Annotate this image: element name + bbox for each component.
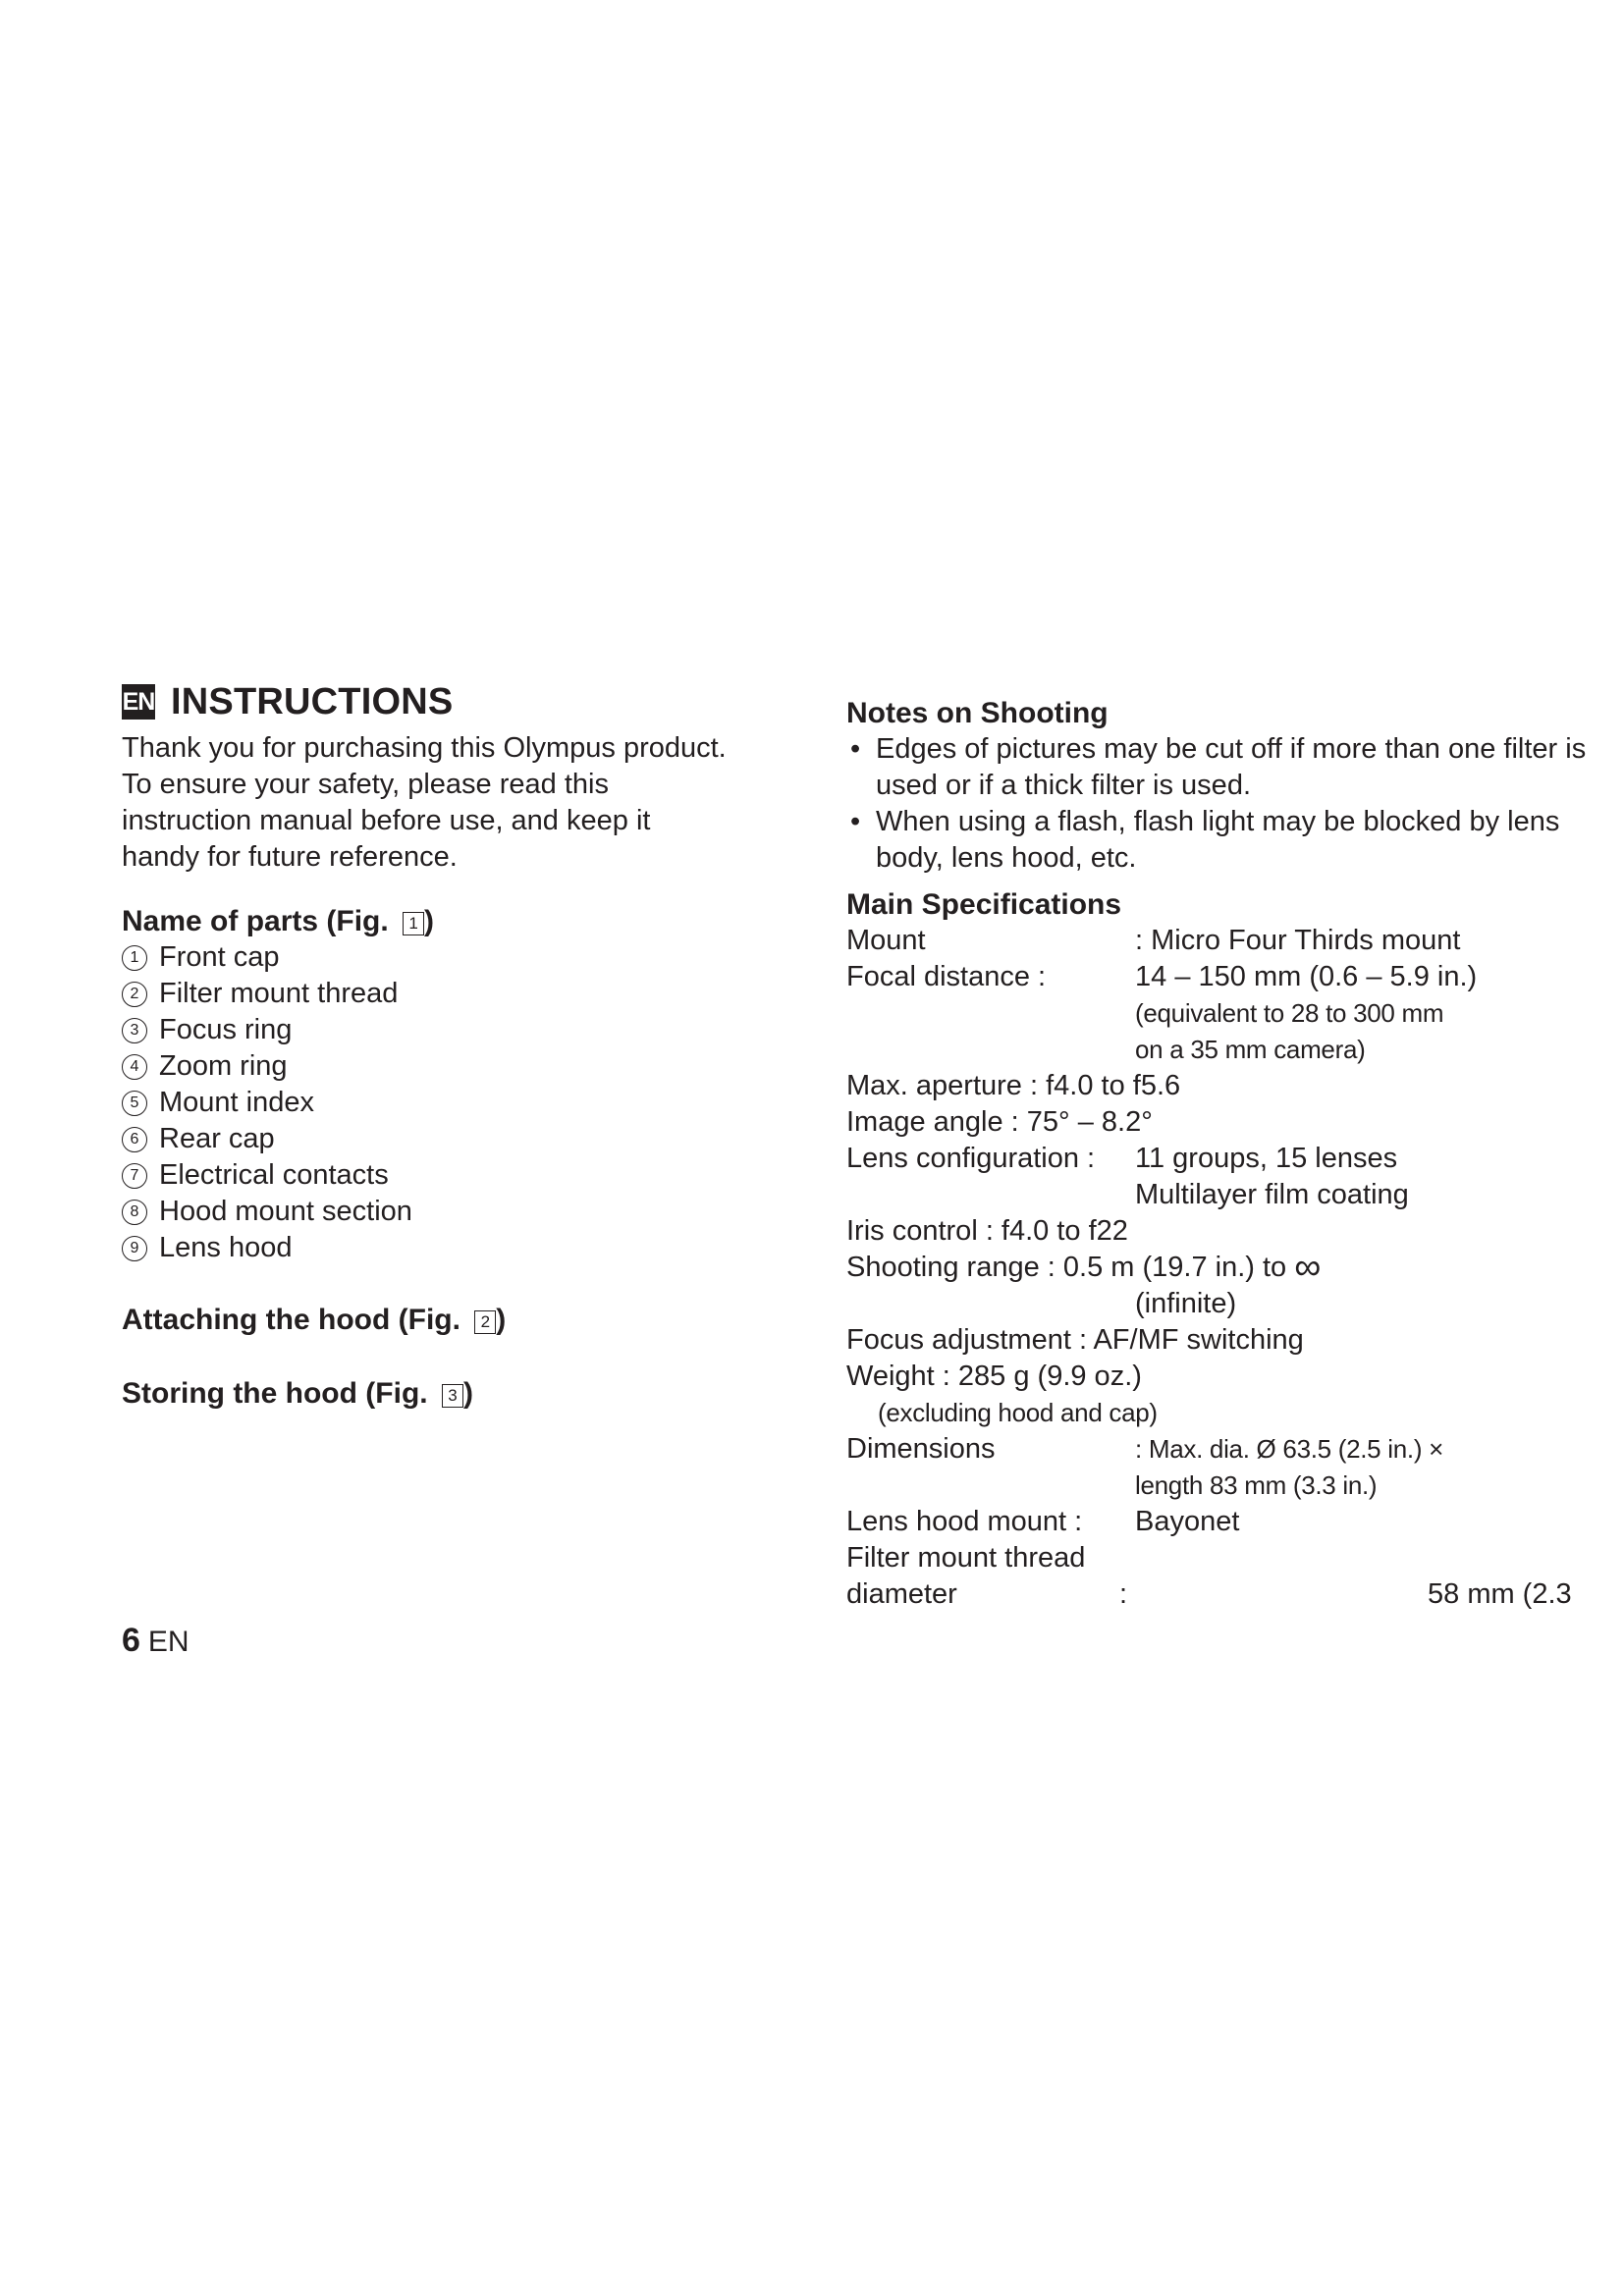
spec-value-diameter: 58 mm (2.3 xyxy=(1428,1578,1572,1610)
parts-list xyxy=(122,939,809,1266)
circled-number: 4 xyxy=(122,1054,147,1080)
spec-filter-diameter-row xyxy=(846,1576,1593,1613)
spec-focus-adjustment: Focus adjustment : AF/MF switching xyxy=(846,1324,1304,1356)
circled-number: 1 xyxy=(122,945,147,971)
instructions-header xyxy=(122,677,809,726)
page-number: 6 xyxy=(122,1622,140,1659)
spec-label-hood-mount: Lens hood mount : xyxy=(846,1506,1083,1537)
spec-note-focal: on a 35 mm camera) xyxy=(1135,1035,1366,1064)
intro-line: instruction manual before use, and keep it xyxy=(122,805,651,836)
specs-table xyxy=(846,923,1593,1613)
spec-iris: Iris control : f4.0 to f22 xyxy=(846,1215,1128,1247)
spec-label-focal: Focal distance : xyxy=(846,961,1047,992)
language-badge: EN xyxy=(122,684,155,720)
spec-value-lens-config: 11 groups, 15 lenses xyxy=(1135,1143,1398,1174)
notes-list xyxy=(846,731,1593,877)
storing-hood-heading: Storing the hood (Fig. 3 ) xyxy=(122,1377,473,1410)
spec-value-dimensions: : Max. dia. Ø 63.5 (2.5 in.) × xyxy=(1135,1434,1443,1464)
list-item: 6 Rear cap xyxy=(122,1121,809,1157)
spec-label-mount: Mount xyxy=(846,925,926,956)
circled-number: 9 xyxy=(122,1236,147,1261)
list-item: 8 Hood mount section xyxy=(122,1194,809,1230)
list-item: 5 Mount index xyxy=(122,1085,809,1121)
left-column xyxy=(122,677,809,1412)
page-title: INSTRUCTIONS xyxy=(171,680,454,722)
list-item: 1 Front cap xyxy=(122,939,809,976)
parts-heading: Name of parts (Fig. 1 ) xyxy=(122,905,435,937)
intro-line: Thank you for purchasing this Olympus product. xyxy=(122,732,727,764)
spec-label-lens-config: Lens configuration : xyxy=(846,1143,1096,1174)
intro-line: handy for future reference. xyxy=(122,841,458,873)
intro-text xyxy=(122,730,809,876)
list-item: 2 Filter mount thread xyxy=(122,976,809,1012)
page-footer xyxy=(122,1622,189,1660)
specs-heading: Main Specifications xyxy=(846,888,1122,921)
spec-label-filter-thread: Filter mount thread xyxy=(846,1542,1086,1574)
notes-heading: Notes on Shooting xyxy=(846,697,1109,729)
attaching-hood-heading: Attaching the hood (Fig. 2 ) xyxy=(122,1304,507,1336)
list-item: 9 Lens hood xyxy=(122,1230,809,1266)
spec-colon: : xyxy=(1119,1578,1128,1610)
figure-number-box: 2 xyxy=(474,1310,496,1334)
infinity-symbol: ∞ xyxy=(1294,1247,1322,1288)
spec-value-mount: : Micro Four Thirds mount xyxy=(1135,925,1461,956)
circled-number: 7 xyxy=(122,1163,147,1189)
circled-number: 3 xyxy=(122,1018,147,1043)
list-item: 7 Electrical contacts xyxy=(122,1157,809,1194)
spec-note-shooting-range: (infinite) xyxy=(1135,1288,1237,1319)
intro-line: To ensure your safety, please read this xyxy=(122,769,609,800)
spec-shooting-range: Shooting range : 0.5 m (19.7 in.) to ∞ xyxy=(846,1247,1322,1288)
spec-aperture: Max. aperture : f4.0 to f5.6 xyxy=(846,1070,1181,1101)
spec-value-hood-mount: Bayonet xyxy=(1135,1506,1240,1537)
spec-image-angle: Image angle : 75° – 8.2° xyxy=(846,1106,1153,1138)
circled-number: 2 xyxy=(122,982,147,1007)
spec-weight: Weight : 285 g (9.9 oz.) xyxy=(846,1361,1142,1392)
right-column xyxy=(846,695,1593,1613)
list-item: • When using a flash, flash light may be blocked by lens body, lens hood, etc. xyxy=(846,804,1593,877)
spec-value-focal: 14 – 150 mm (0.6 – 5.9 in.) xyxy=(1135,961,1478,992)
list-item: • Edges of pictures may be cut off if more than one filter is used or if a thick filter is used. xyxy=(846,731,1593,804)
circled-number: 5 xyxy=(122,1091,147,1116)
spec-label-diameter: diameter xyxy=(846,1578,957,1610)
footer-language: EN xyxy=(147,1626,189,1658)
spec-note-focal: (equivalent to 28 to 300 mm xyxy=(1135,998,1444,1028)
figure-number-box: 3 xyxy=(442,1384,463,1408)
figure-number-box: 1 xyxy=(403,912,424,935)
spec-value-dimensions-length: length 83 mm (3.3 in.) xyxy=(1135,1470,1378,1500)
list-item: 4 Zoom ring xyxy=(122,1048,809,1085)
list-item: 3 Focus ring xyxy=(122,1012,809,1048)
circled-number: 6 xyxy=(122,1127,147,1152)
spec-value-lens-coating: Multilayer film coating xyxy=(1135,1179,1409,1210)
spec-note-weight: (excluding hood and cap) xyxy=(878,1398,1158,1427)
spec-label-dimensions: Dimensions xyxy=(846,1433,996,1465)
circled-number: 8 xyxy=(122,1200,147,1225)
